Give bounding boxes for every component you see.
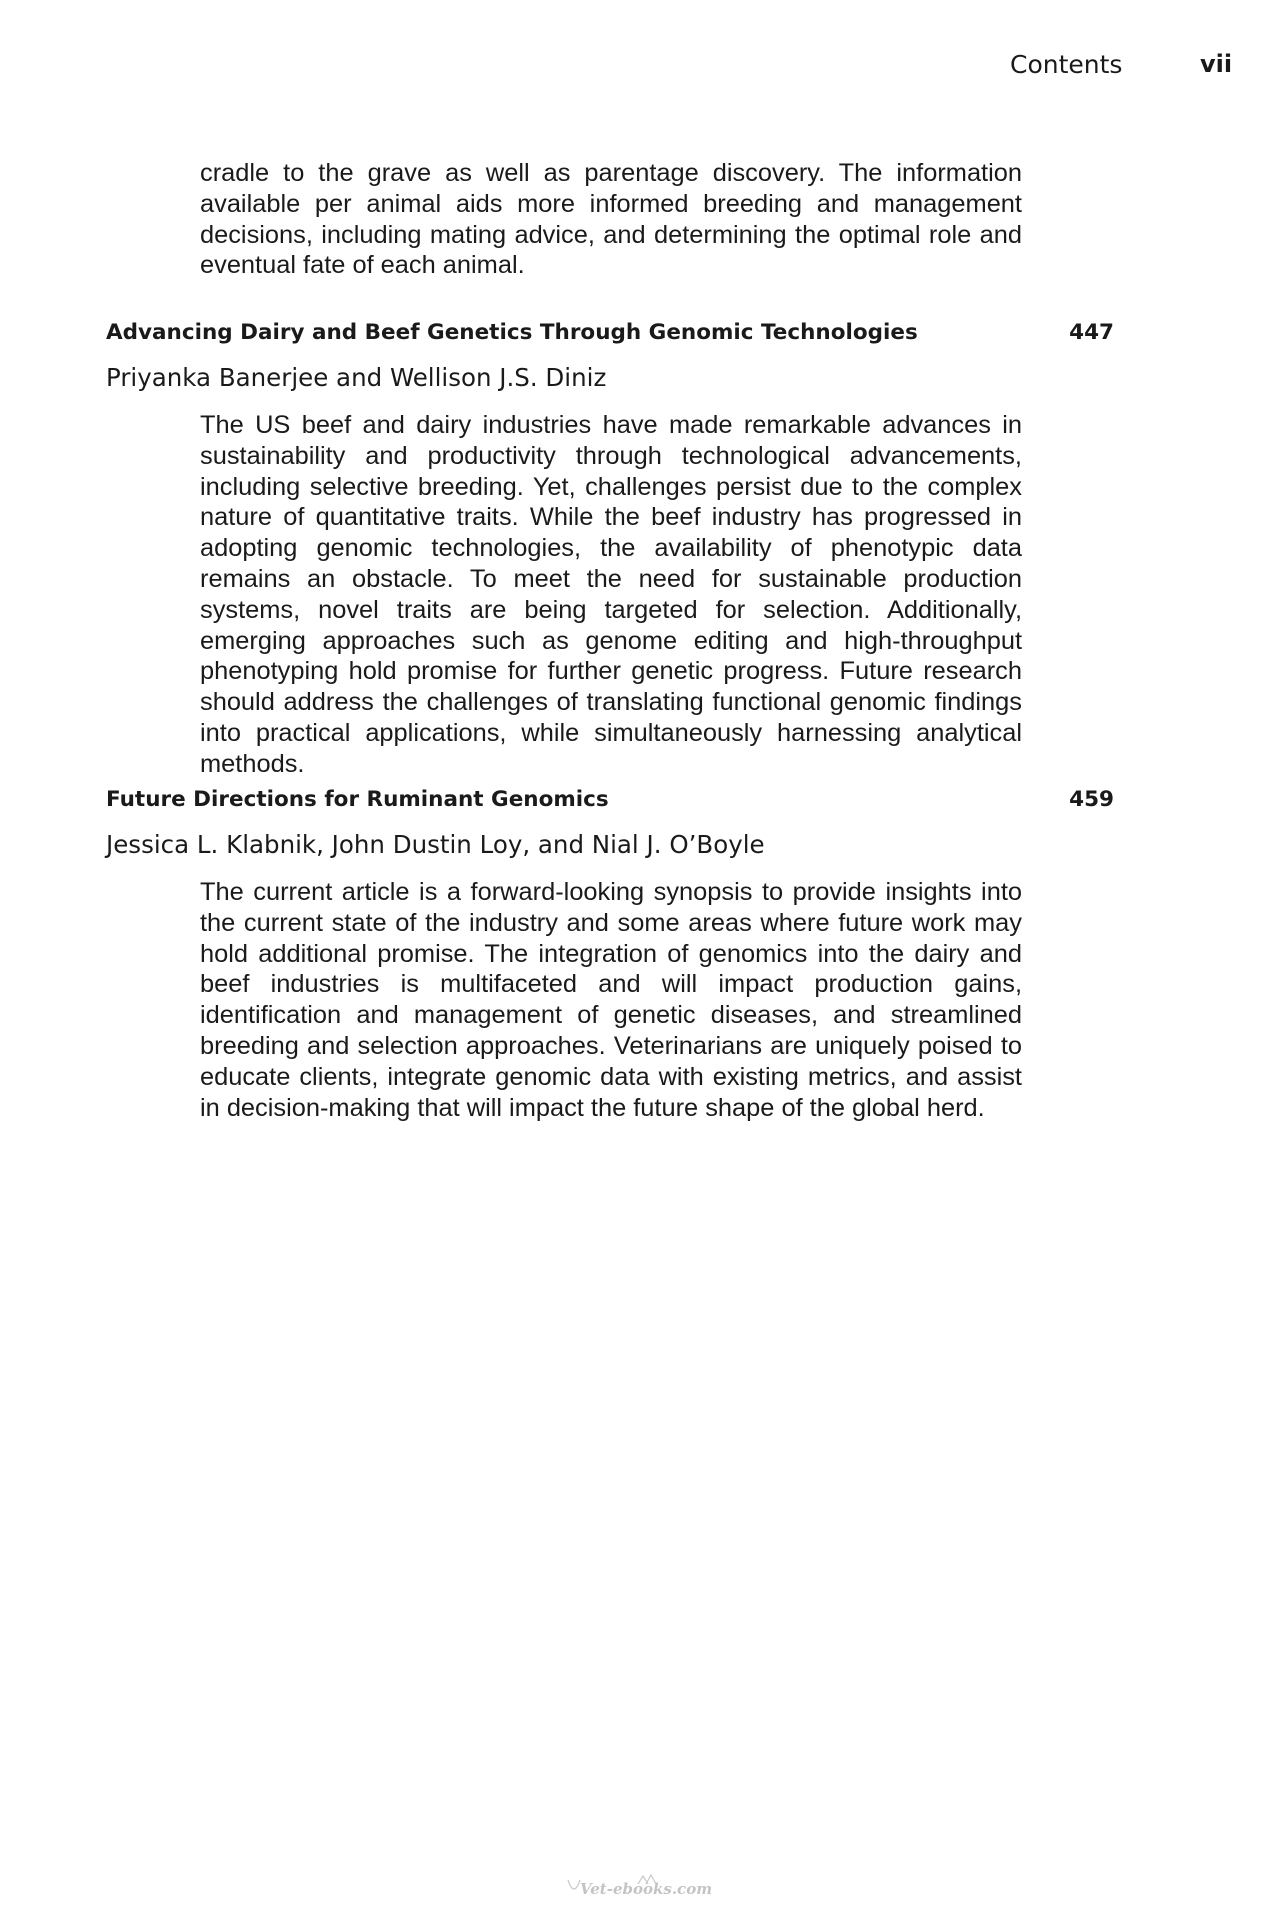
running-head-section: Contents xyxy=(1010,50,1123,79)
toc-entry-heading[interactable] xyxy=(106,320,1114,352)
toc-entry-page-number: 447 xyxy=(1069,320,1114,345)
toc-entry-abstract: The current article is a forward-looking synopsis to provide insights into the current state of the industry and some areas where future work may hold additional promise. The integration of genomics into the dairy and beef industries is multifaceted and will impact production gains, identification and management of genetic diseases, and streamlined breeding and selection approaches. Veterinarians are uniquely poised to educate clients, integrate genomic data with existing metrics, and assist in decision-making that will impact the future shape of the global herd. xyxy=(200,878,1022,1122)
page-number: vii xyxy=(1200,50,1233,78)
toc-entry-authors: Jessica L. Klabnik, John Dustin Loy, and Nial J. O’Boyle xyxy=(106,830,765,859)
watermark-text: Vet-ebooks.com xyxy=(580,1880,713,1898)
toc-entry-authors: Priyanka Banerjee and Wellison J.S. Diniz xyxy=(106,363,607,392)
toc-entry-title[interactable]: Future Directions for Ruminant Genomics xyxy=(106,787,609,812)
toc-entry-title[interactable]: Advancing Dairy and Beef Genetics Through Genomic Technologies xyxy=(106,320,918,345)
toc-entry-heading[interactable] xyxy=(106,787,1114,819)
continued-abstract: cradle to the grave as well as parentage discovery. The information available per animal aids more informed breeding and management decisions, including mating advice, and determining the optimal role and eventual fate of each animal. xyxy=(200,159,1022,280)
watermark-logo xyxy=(566,1872,716,1902)
running-head xyxy=(0,50,1275,86)
toc-entry-abstract: The US beef and dairy industries have made remarkable advances in sustainability and productivity through technological advancements, including selective breeding. Yet, challenges persist due to the complex nature of quantitative traits. While the beef industry has progressed in adopting genomic technologies, the availability of phenotypic data remains an obstacle. To meet the need for sustainable production systems, novel traits are being targeted for selection. Additionally, emerging approaches such as genome editing and high-throughput phenotyping hold promise for further genetic progress. Future research should address the challenges of translating functional genomic findings into practical applications, while simultaneously harnessing analytical methods. xyxy=(200,411,1022,778)
toc-entry-page-number: 459 xyxy=(1069,787,1114,812)
